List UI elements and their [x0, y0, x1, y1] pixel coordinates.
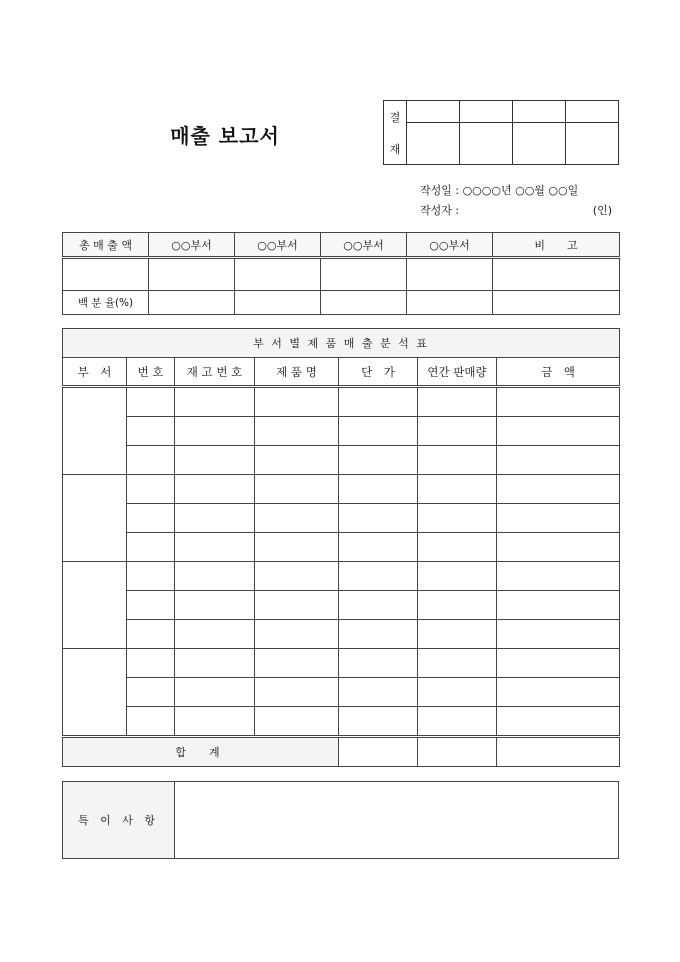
table-cell[interactable] [127, 417, 175, 446]
table-cell[interactable] [339, 620, 418, 649]
analysis-caption: 부 서 별 제 품 매 출 분 석 표 [63, 329, 620, 358]
report-date: 작성일 : ○○○○년 ○○월 ○○일 [420, 184, 579, 197]
table-cell[interactable] [339, 417, 418, 446]
table-cell[interactable] [418, 446, 497, 475]
analysis-header-cell: 번 호 [127, 358, 175, 387]
table-cell[interactable] [497, 591, 620, 620]
summary-header-cell: ○○부서 [235, 233, 321, 258]
table-cell[interactable] [418, 504, 497, 533]
table-cell[interactable] [418, 387, 497, 417]
table-cell[interactable] [418, 591, 497, 620]
summary-value-cell[interactable] [63, 258, 149, 291]
table-cell[interactable] [255, 387, 339, 417]
table-cell[interactable] [339, 591, 418, 620]
total-unit-price-cell[interactable] [339, 737, 418, 767]
analysis-header-cell: 단 가 [339, 358, 418, 387]
table-cell[interactable] [175, 446, 255, 475]
approval-signature-cell[interactable] [513, 123, 566, 165]
table-cell[interactable] [339, 533, 418, 562]
summary-value-cell[interactable] [321, 258, 407, 291]
table-cell[interactable] [127, 591, 175, 620]
table-cell[interactable] [418, 707, 497, 737]
table-cell[interactable] [175, 707, 255, 737]
table-cell[interactable] [339, 562, 418, 591]
table-cell[interactable] [175, 649, 255, 678]
table-cell[interactable] [497, 387, 620, 417]
table-cell[interactable] [255, 417, 339, 446]
product-sales-analysis-table [62, 328, 620, 767]
summary-header-cell: ○○부서 [149, 233, 235, 258]
table-cell[interactable] [175, 562, 255, 591]
summary-value-cell[interactable] [235, 258, 321, 291]
summary-header-cell: ○○부서 [407, 233, 493, 258]
approval-signer-header[interactable] [460, 101, 513, 123]
table-cell[interactable] [175, 591, 255, 620]
summary-header-cell: 비 고 [493, 233, 620, 258]
table-cell[interactable] [497, 533, 620, 562]
table-cell[interactable] [497, 707, 620, 737]
table-cell[interactable] [127, 562, 175, 591]
table-cell[interactable] [127, 504, 175, 533]
table-cell[interactable] [418, 649, 497, 678]
summary-percent-cell[interactable] [321, 291, 407, 315]
writer-label: 작성자 : [420, 204, 460, 217]
table-cell[interactable] [127, 678, 175, 707]
table-cell[interactable] [175, 620, 255, 649]
approval-signature-cell[interactable] [566, 123, 619, 165]
table-cell[interactable] [127, 533, 175, 562]
table-cell[interactable] [497, 678, 620, 707]
notes-label: 특 이 사 항 [63, 782, 175, 859]
table-cell[interactable] [255, 707, 339, 737]
summary-percent-cell[interactable] [149, 291, 235, 315]
approval-signature-cell[interactable] [460, 123, 513, 165]
total-amount-cell[interactable] [497, 737, 620, 767]
table-cell[interactable] [497, 649, 620, 678]
analysis-header-cell: 재 고 번 호 [175, 358, 255, 387]
table-cell[interactable] [497, 475, 620, 504]
approval-label: 결 재 [384, 101, 407, 165]
department-cell[interactable] [63, 562, 127, 649]
table-cell[interactable] [339, 504, 418, 533]
table-cell[interactable] [127, 620, 175, 649]
table-cell[interactable] [497, 446, 620, 475]
report-writer [420, 202, 612, 218]
table-cell[interactable] [255, 446, 339, 475]
table-cell[interactable] [175, 475, 255, 504]
table-cell[interactable] [497, 417, 620, 446]
table-cell[interactable] [497, 504, 620, 533]
table-cell[interactable] [255, 504, 339, 533]
table-cell[interactable] [255, 678, 339, 707]
summary-percent-cell[interactable] [493, 291, 620, 315]
table-cell[interactable] [127, 649, 175, 678]
page-title: 매출 보고서 [170, 124, 280, 148]
table-cell[interactable] [497, 620, 620, 649]
table-cell[interactable] [255, 533, 339, 562]
department-cell[interactable] [63, 475, 127, 562]
approval-signer-header[interactable] [513, 101, 566, 123]
notes-field[interactable] [175, 782, 619, 859]
table-cell[interactable] [175, 678, 255, 707]
table-cell[interactable] [255, 475, 339, 504]
table-cell[interactable] [497, 562, 620, 591]
total-label: 합 계 [63, 737, 339, 767]
table-cell[interactable] [175, 533, 255, 562]
table-cell[interactable] [418, 417, 497, 446]
table-cell[interactable] [339, 678, 418, 707]
summary-value-cell[interactable] [149, 258, 235, 291]
table-cell[interactable] [255, 562, 339, 591]
table-cell[interactable] [127, 387, 175, 417]
table-cell[interactable] [255, 620, 339, 649]
table-cell[interactable] [418, 475, 497, 504]
department-cell[interactable] [63, 387, 127, 475]
notes-table [62, 781, 619, 859]
table-cell[interactable] [418, 533, 497, 562]
summary-percent-cell[interactable] [407, 291, 493, 315]
department-cell[interactable] [63, 649, 127, 737]
table-cell[interactable] [339, 475, 418, 504]
percent-label: 백 분 율(%) [63, 291, 149, 315]
table-cell[interactable] [127, 707, 175, 737]
table-cell[interactable] [339, 707, 418, 737]
table-cell[interactable] [418, 678, 497, 707]
summary-value-cell[interactable] [407, 258, 493, 291]
summary-percent-cell[interactable] [235, 291, 321, 315]
table-cell[interactable] [418, 562, 497, 591]
table-cell[interactable] [255, 649, 339, 678]
approval-signer-header[interactable] [566, 101, 619, 123]
table-cell[interactable] [339, 446, 418, 475]
table-cell[interactable] [339, 387, 418, 417]
analysis-header-cell: 부 서 [63, 358, 127, 387]
seal-mark: (인) [592, 204, 612, 217]
summary-value-cell[interactable] [493, 258, 620, 291]
table-cell[interactable] [418, 620, 497, 649]
table-cell[interactable] [175, 417, 255, 446]
summary-header-cell: 총 매 출 액 [63, 233, 149, 258]
table-cell[interactable] [255, 591, 339, 620]
sales-summary-table [62, 232, 620, 315]
summary-header-cell: ○○부서 [321, 233, 407, 258]
approval-signature-cell[interactable] [407, 123, 460, 165]
approval-box [383, 100, 619, 165]
analysis-header-cell: 연간 판매량 [418, 358, 497, 387]
table-cell[interactable] [127, 446, 175, 475]
table-cell[interactable] [127, 475, 175, 504]
analysis-header-cell: 제 품 명 [255, 358, 339, 387]
total-volume-cell[interactable] [418, 737, 497, 767]
approval-signer-header[interactable] [407, 101, 460, 123]
analysis-header-cell: 금 액 [497, 358, 620, 387]
table-cell[interactable] [339, 649, 418, 678]
table-cell[interactable] [175, 387, 255, 417]
table-cell[interactable] [175, 504, 255, 533]
